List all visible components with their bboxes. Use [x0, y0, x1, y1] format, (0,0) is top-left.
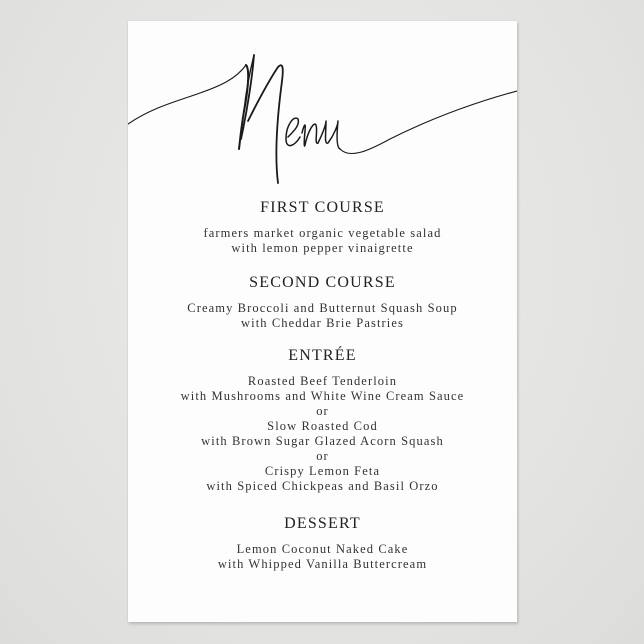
- entree-section: [128, 347, 517, 494]
- menu-item-line: with Spiced Chickpeas and Basil Orzo: [206, 479, 439, 493]
- first-course-heading: FIRST COURSE: [260, 199, 385, 216]
- second-course-section: [128, 274, 517, 331]
- first-course-section: [128, 199, 517, 256]
- menu-script-title: [128, 21, 517, 191]
- dessert-section: [128, 515, 517, 572]
- menu-item-line: with Cheddar Brie Pastries: [241, 316, 404, 330]
- first-course-items: [128, 226, 517, 256]
- second-course-heading: SECOND COURSE: [249, 274, 396, 291]
- menu-item-line: with Whipped Vanilla Buttercream: [217, 557, 428, 571]
- menu-separator-or: or: [316, 404, 329, 418]
- menu-item-line: Lemon Coconut Naked Cake: [236, 542, 409, 556]
- menu-separator-or: or: [316, 449, 329, 463]
- second-course-items: [128, 301, 517, 331]
- menu-calligraphy-icon: [128, 21, 517, 191]
- menu-item-line: Roasted Beef Tenderloin: [247, 374, 398, 388]
- entree-heading: ENTRÉE: [288, 347, 357, 364]
- menu-card: [128, 21, 517, 622]
- menu-item-line: with lemon pepper vinaigrette: [231, 241, 414, 255]
- menu-item-line: with Mushrooms and White Wine Cream Sauce: [180, 389, 465, 403]
- menu-item-line: Crispy Lemon Feta: [264, 464, 381, 478]
- menu-item-line: with Brown Sugar Glazed Acorn Squash: [201, 434, 444, 448]
- menu-item-line: Slow Roasted Cod: [267, 419, 378, 433]
- entree-items: [128, 374, 517, 494]
- menu-item-line: farmers market organic vegetable salad: [203, 226, 442, 240]
- dessert-items: [128, 542, 517, 572]
- dessert-heading: DESSERT: [284, 515, 361, 532]
- menu-item-line: Creamy Broccoli and Butternut Squash Soup: [187, 301, 458, 315]
